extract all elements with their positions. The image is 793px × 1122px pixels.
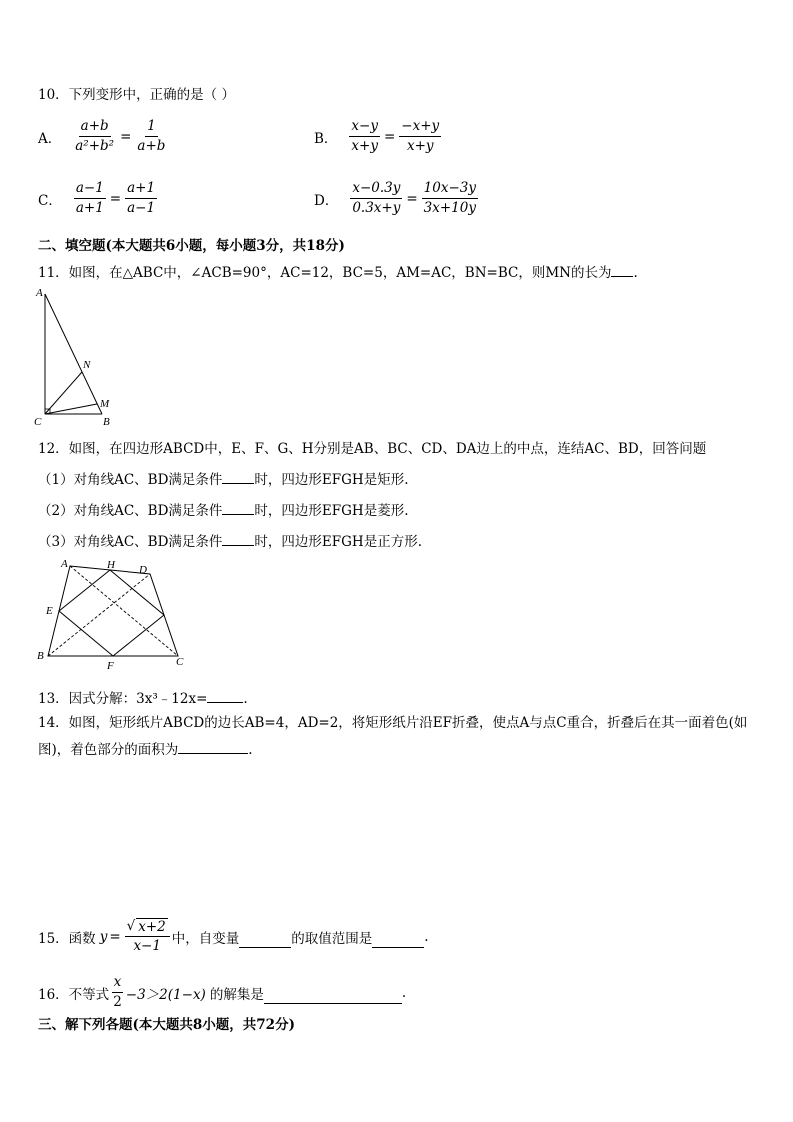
part-post: 时，四边形EFGH是正方形. (254, 534, 422, 550)
numerator: a−1 (74, 180, 106, 199)
function-y: y (99, 928, 108, 945)
rhs-fraction (135, 118, 167, 155)
equals-sign: = (383, 128, 396, 145)
q10-option-a[interactable] (38, 118, 169, 155)
inequality-rest: −3＞2(1−x) (125, 986, 206, 1003)
label-a: A (61, 558, 68, 570)
section2-title: 二、填空题(本大题共6小题，每小题3分，共18分) (38, 238, 345, 254)
q11-triangle-figure (30, 284, 120, 426)
answer-blank-variable[interactable] (239, 935, 291, 948)
denominator: a+1 (75, 200, 104, 216)
equals-sign: = (109, 190, 122, 207)
answer-blank[interactable] (222, 502, 254, 515)
answer-blank[interactable] (207, 690, 243, 703)
q15-stem: 15．函数 (38, 930, 96, 947)
lhs-fraction (350, 180, 402, 217)
option-letter: C． (38, 192, 62, 209)
answer-blank[interactable] (264, 991, 402, 1004)
q12-stem: 12．如图，在四边形ABCD中，E、F、G、H分别是AB、BC、CD、DA边上的中点，连结AC、BD，回答问题 (38, 441, 707, 457)
answer-blank[interactable] (222, 533, 254, 546)
diagonal-ac (70, 566, 178, 656)
answer-blank[interactable] (611, 264, 633, 277)
q12-quadrilateral-figure (30, 556, 195, 672)
q12-part-2 (38, 499, 409, 519)
function-fraction (125, 918, 170, 955)
denominator: x+y (351, 138, 378, 154)
sqrt-icon: √ (126, 918, 136, 934)
label-b: B (103, 416, 110, 426)
denominator: x−1 (133, 938, 161, 954)
denominator: 2 (113, 994, 122, 1010)
numerator: 1 (145, 118, 158, 137)
label-c: C (176, 656, 184, 668)
label-h: H (107, 559, 115, 571)
q14-line-1: 14．如图，矩形纸片ABCD的边长AB=4，AD=2，将矩形纸片沿EF折叠，使点A与点C重合，折叠后在其一面着色(如 (38, 715, 748, 731)
option-letter: D． (314, 192, 339, 209)
numerator: x−0.3y (350, 180, 402, 199)
q10-stem: 10．下列变形中，正确的是（ ） (38, 87, 235, 103)
option-letter: B． (314, 130, 338, 147)
label-d: D (139, 564, 147, 576)
numerator: a+b (79, 118, 111, 137)
numerator: x−y (349, 118, 380, 137)
denominator: a²+b² (75, 138, 115, 154)
label-b: B (37, 650, 44, 662)
q11-stem: 11．如图，在△ABC中，∠ACB=90°，AC=12，BC=5，AM=AC，BN=BC，则MN的长为 (38, 265, 612, 281)
numerator: 10x−3y (422, 180, 478, 199)
numerator: −x+y (399, 118, 441, 137)
q11-text (38, 261, 638, 281)
numerator (125, 918, 170, 937)
rhs-fraction (422, 180, 478, 217)
equals-sign: = (120, 128, 132, 145)
equals-sign: = (406, 190, 418, 207)
q13-stem: 13．因式分解：3x³﹣12x= (38, 691, 208, 707)
label-e: E (46, 605, 53, 617)
q16-mid: 的解集是 (209, 986, 264, 1003)
part-post: 时，四边形EFGH是矩形. (254, 472, 409, 488)
part-pre: （1）对角线AC、BD满足条件 (38, 472, 223, 488)
q15-mid: 中，自变量 (171, 930, 240, 947)
numerator: a+1 (125, 180, 157, 199)
part-pre: （2）对角线AC、BD满足条件 (38, 503, 223, 519)
answer-blank[interactable] (178, 741, 248, 754)
part-pre: （3）对角线AC、BD满足条件 (38, 534, 223, 550)
equals-sign: = (109, 928, 121, 945)
denominator: x+y (406, 138, 434, 154)
lhs-fraction (349, 118, 380, 155)
q14-line-2 (38, 738, 253, 758)
lhs-fraction (73, 118, 116, 155)
q15-end: . (424, 928, 429, 945)
q16-text (38, 974, 406, 1011)
q10-option-b[interactable] (314, 118, 443, 155)
part-post: 时，四边形EFGH是菱形. (254, 503, 409, 519)
q10-option-d[interactable] (314, 180, 480, 217)
rhs-fraction (125, 180, 157, 217)
numerator: x (112, 974, 124, 993)
q15-mid2: 的取值范围是 (291, 930, 373, 947)
option-letter: A． (38, 130, 62, 147)
q12-part-1 (38, 468, 409, 488)
denominator: a+b (137, 138, 166, 154)
q13-end: . (243, 691, 248, 707)
label-a: A (36, 287, 43, 299)
denominator: 3x+10y (423, 200, 476, 216)
answer-blank-range[interactable] (372, 935, 424, 948)
denominator: 0.3x+y (352, 200, 401, 216)
label-m: M (100, 398, 110, 410)
q11-end: . (633, 265, 638, 281)
section3-title: 三、解下列各题(本大题共8小题，共72分) (38, 1017, 295, 1033)
lhs-fraction (74, 180, 106, 217)
label-c: C (34, 416, 42, 426)
inequality-fraction (111, 974, 124, 1011)
q12-part-3 (38, 530, 422, 550)
q14-end: . (248, 742, 253, 758)
q13-text (38, 687, 248, 707)
q16-stem: 16．不等式 (38, 986, 110, 1003)
sqrt (127, 918, 168, 935)
label-n: N (83, 359, 91, 371)
q14-stem: 图)，着色部分的面积为 (38, 742, 179, 758)
q10-option-c[interactable] (38, 180, 159, 217)
denominator: a−1 (127, 200, 156, 216)
quad-efgh (59, 570, 164, 656)
q15-text (38, 918, 429, 955)
answer-blank[interactable] (222, 471, 254, 484)
rhs-fraction (399, 118, 441, 155)
label-f: F (107, 660, 114, 672)
radicand: x+2 (138, 919, 166, 935)
side-ab (45, 294, 102, 414)
q16-end: . (401, 984, 407, 1001)
